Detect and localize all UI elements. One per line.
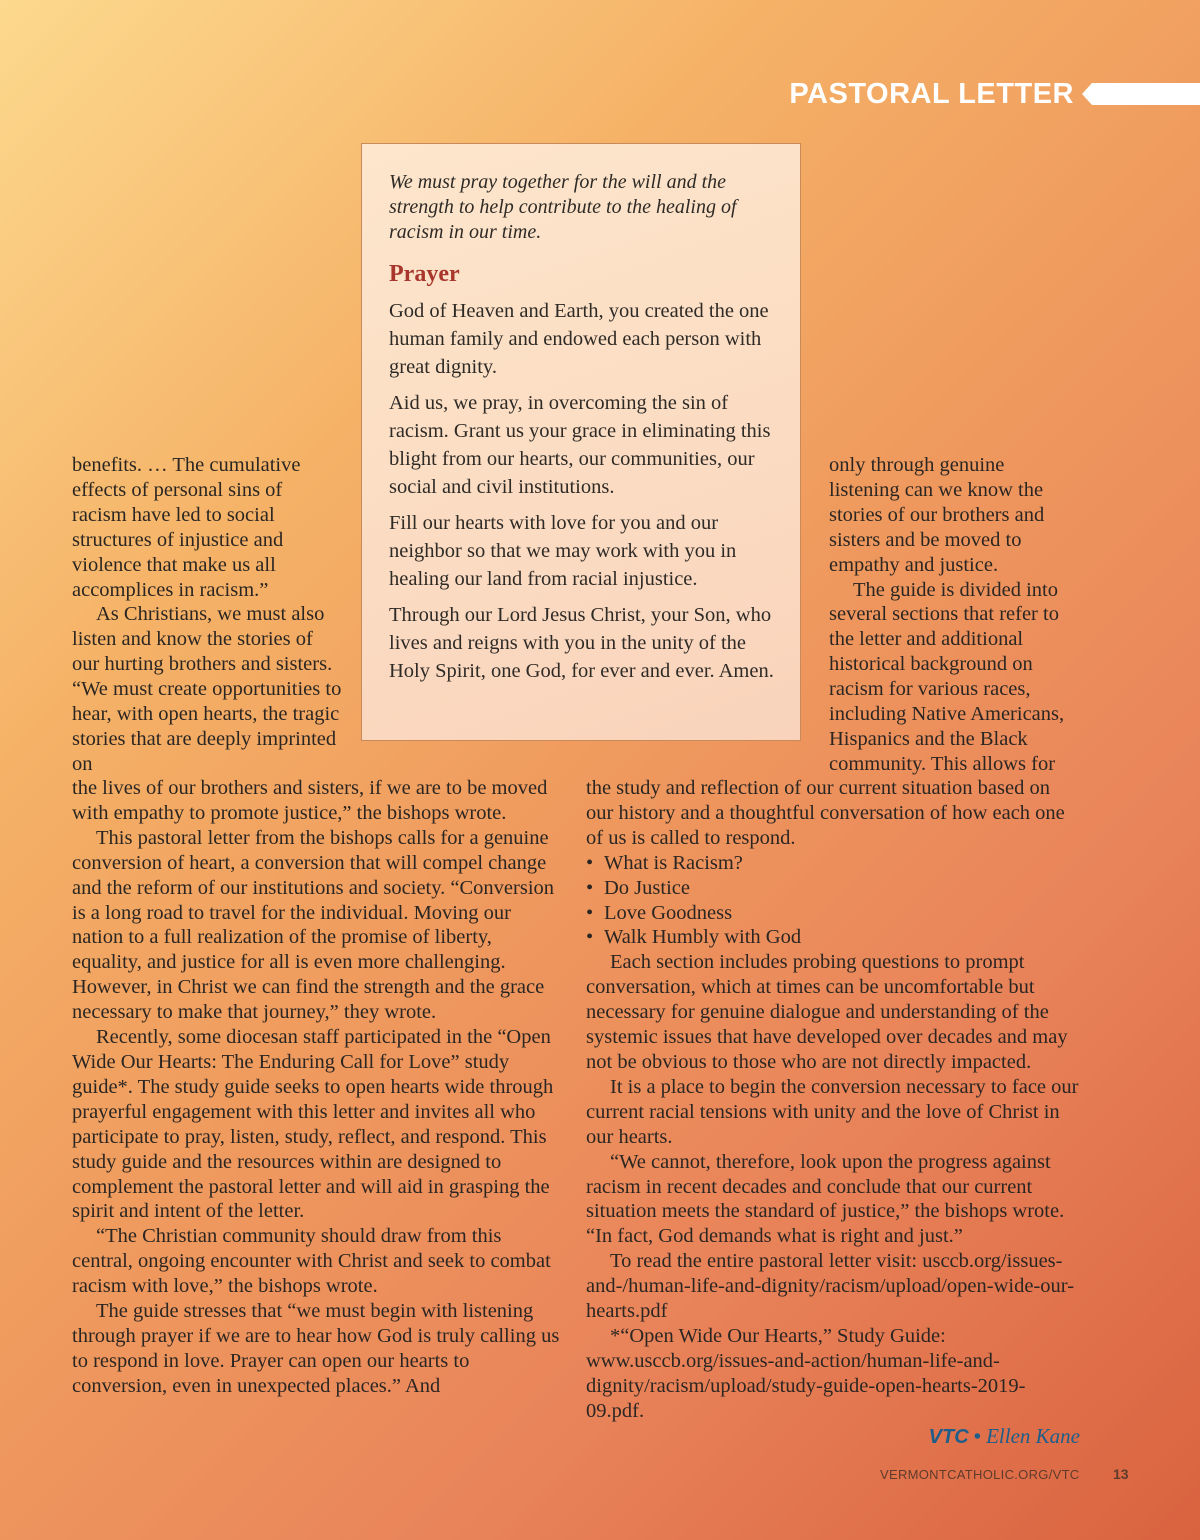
byline-author: Ellen Kane (986, 1423, 1080, 1448)
article-paragraph: The guide is divided into several sections that refer to the letter and additional historical background on racism for various races, including Native Americans, Hispanics and the Black community. This allows for (829, 578, 1065, 775)
prayer-paragraph: Fill our hearts with love for you and our neighbor so that we may work with you in healing our land from racial injustice. (389, 512, 737, 590)
bullet-icon: • (586, 901, 594, 924)
article-paragraph: “The Christian community should draw from this central, ongoing encounter with Christ and seek to combat racism with love,” the bishops wrote. (72, 1225, 551, 1298)
article-paragraph: As Christians, we must also listen and know the stories of our hurting brothers and sisters. “We must create opportunities to hear, with open hearts, the tragic stories that are deeply imprinted on (72, 603, 342, 775)
article-paragraph: To read the entire pastoral letter visit: usccb.org/issues-and-/human-life-and-dignity/racism/upload/open-wide-our-hearts.pdf (586, 1250, 1075, 1323)
article-paragraph: The guide stresses that “we must begin with listening through prayer if we are to hear how God is truly calling us to respond in love. Prayer can open our hearts to conversion, even in unexpected places.” And (72, 1300, 560, 1397)
prayer-paragraph: Aid us, we pray, in overcoming the sin of racism. Grant us your grace in eliminating this blight from our hearts, our communities, our social and civil institutions. (389, 392, 771, 498)
section-list-item: • What is Racism? (586, 851, 743, 874)
article-paragraph: Recently, some diocesan staff participated in the “Open Wide Our Hearts: The Enduring Call for Love” study guide*. The study guide seeks to open hearts wide through prayerful engagement with this letter and invites all who participate to pray, listen, study, reflect, and respond. This study guide and the resources within are designed to complement the pastoral letter and will aid in grasping the spirit and intent of the letter. (72, 1026, 554, 1223)
section-list-item: • Do Justice (586, 876, 690, 899)
article-column-right-top (829, 453, 1079, 777)
article-footnote: *“Open Wide Our Hearts,” Study Guide: www.usccb.org/issues-and-action/human-life-and-dignity/racism/upload/study-guide-open-hearts-2019-09.pdf. (586, 1324, 1026, 1422)
prayer-intro: We must pray together for the will and the strength to help contribute to the healing of racism in our time. (389, 171, 737, 243)
prayer-paragraph: God of Heaven and Earth, you created the one human family and endowed each person with great dignity. (389, 300, 769, 378)
section-list-item: • Love Goodness (586, 901, 733, 924)
byline-publication: VTC (928, 1425, 969, 1448)
prayer-paragraph: Through our Lord Jesus Christ, your Son, who lives and reigns with you in the unity of the Holy Spirit, one God, for ever and ever. Amen. (389, 604, 774, 682)
article-paragraph: This pastoral letter from the bishops calls for a genuine conversion of heart, a conversion that will compel change and the reform of our institutions and society. “Conversion is a long road to travel for the individual. Moving our nation to a full realization of the promise of liberty, equality, and justice for all is even more challenging. However, in Christ we can find the strength and the grace necessary to make that journey,” they wrote. (72, 826, 555, 1024)
header-arrow-shape (1082, 83, 1200, 105)
bullet-icon: • (586, 876, 594, 899)
section-title: PASTORAL LETTER (789, 78, 1074, 110)
prayer-heading: Prayer (389, 261, 460, 287)
byline-separator: • (973, 1425, 981, 1448)
byline (586, 1424, 1080, 1449)
bullet-icon: • (586, 851, 594, 874)
article-column-right (586, 776, 1080, 1449)
article-column-left (72, 776, 566, 1399)
article-column-left-top (72, 453, 342, 777)
footer-url: VERMONTCATHOLIC.ORG/VTC (880, 1467, 1080, 1482)
article-paragraph: only through genuine listening can we know the stories of our brothers and sisters and be moved to empathy and justice. (829, 454, 1045, 576)
prayer-box (361, 143, 801, 741)
section-list (586, 851, 1080, 951)
section-list-item: • Walk Humbly with God (586, 926, 802, 949)
article-paragraph: benefits. … The cumulative effects of personal sins of racism have led to social structures of injustice and violence that make us all accomplices in racism.” (72, 454, 301, 601)
article-paragraph: the study and reflection of our current situation based on our history and a thoughtful conversation of how each one of us is called to respond. (586, 777, 1065, 849)
bullet-icon: • (586, 926, 594, 949)
article-paragraph: “We cannot, therefore, look upon the progress against racism in recent decades and conclude that our current situation meets the standard of justice,” the bishops wrote. “In fact, God demands what is right and just.” (586, 1150, 1065, 1248)
article-paragraph: the lives of our brothers and sisters, if we are to be moved with empathy to promote justice,” the bishops wrote. (72, 777, 548, 824)
page-number: 13 (1113, 1466, 1129, 1482)
article-paragraph: It is a place to begin the conversion necessary to face our current racial tensions with unity and the love of Christ in our hearts. (586, 1075, 1079, 1148)
article-paragraph: Each section includes probing questions to prompt conversation, which at times can be uncomfortable but necessary for genuine dialogue and understanding of the systemic issues that have developed over decades and may not be obvious to those who are not directly impacted. (586, 951, 1068, 1073)
